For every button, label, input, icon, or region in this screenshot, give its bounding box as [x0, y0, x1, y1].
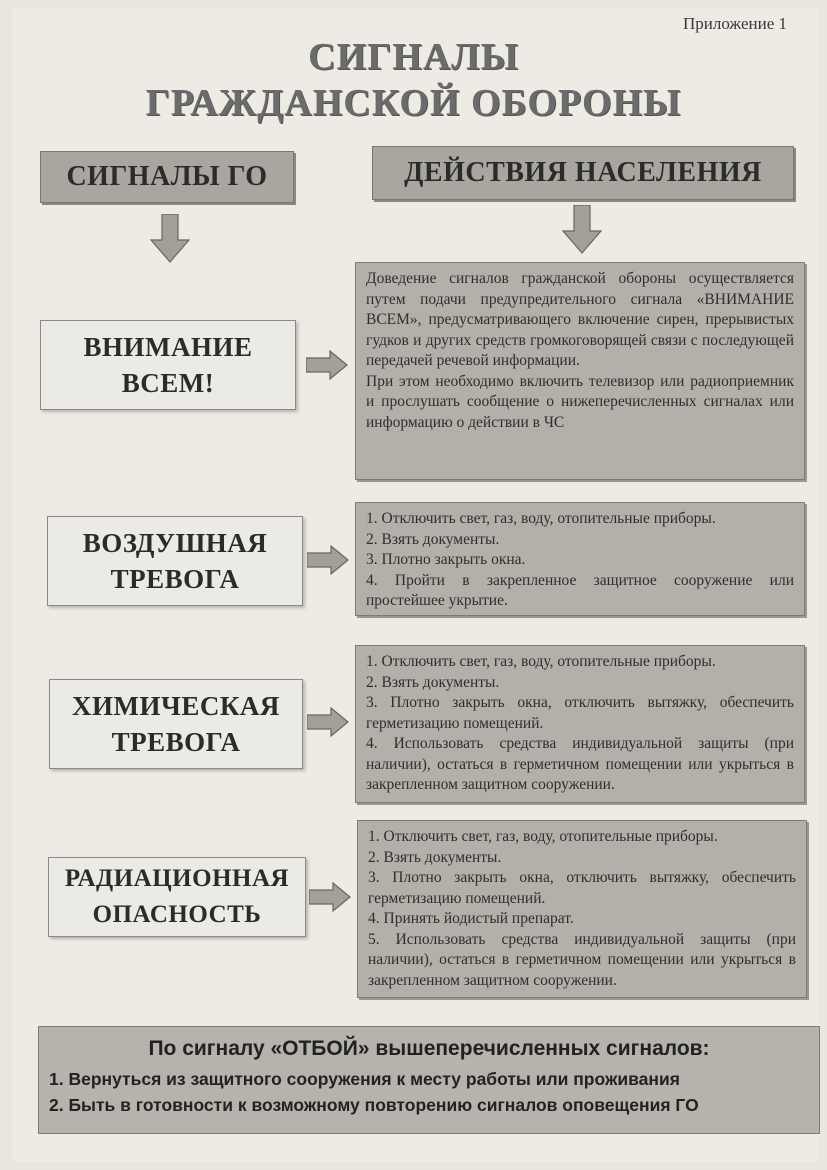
actions-chemical-alert — [355, 645, 805, 803]
signal-radiation-hazard — [48, 857, 306, 937]
action-item: 4. Принять йодистый препарат. — [368, 910, 574, 927]
action-paragraph: Доведение сигналов гражданской обороны осуществляется путем подачи предупредительного сигнала «ВНИМАНИЕ ВСЕМ», предусматривающего включение сирен, прерывистых гудков и других средств громкоговорящей связи с последующей передачей речевой информации. — [366, 270, 794, 369]
action-item: 3. Плотно закрыть окна. — [366, 551, 526, 568]
all-clear-title: По сигналу «ОТБОЙ» вышеперечисленных сигналов: — [148, 1037, 710, 1060]
right-arrow-icon — [307, 707, 349, 737]
right-arrow-icon — [306, 350, 348, 380]
signal-name-line1: РАДИАЦИОННАЯ — [64, 865, 290, 892]
signal-name-line1: ВОЗДУШНАЯ — [82, 528, 268, 558]
action-item: 2. Взять документы. — [366, 673, 500, 691]
all-clear-item: 2. Быть в готовности к возможному повторению сигналов оповещения ГО — [49, 1095, 699, 1115]
down-arrow-icon — [562, 205, 602, 255]
right-arrow-icon — [309, 882, 351, 912]
signal-air-raid — [47, 516, 303, 606]
signal-attention-all — [40, 320, 296, 410]
actions-air-raid — [355, 502, 805, 616]
signal-name-line1: ХИМИЧЕСКАЯ — [72, 691, 280, 721]
down-arrow-icon — [150, 214, 190, 264]
action-item: 4. Пройти в закрепленное защитное сооружение или простейшее укрытие. — [366, 571, 794, 609]
title-line-2: ГРАЖДАНСКОЙ ОБОРОНЫ — [145, 82, 682, 124]
action-item: 5. Использовать средства индивидуальной защиты (при наличии), остаться в герметичном помещении или укрыться в закрепленном защитном сооружении. — [368, 930, 796, 989]
actions-attention-all — [355, 262, 805, 480]
action-item: 1. Отключить свет, газ, воду, отопительные приборы. — [366, 510, 716, 527]
signal-name-line1: ВНИМАНИЕ — [83, 332, 253, 362]
signal-name-line2: ТРЕВОГА — [110, 564, 240, 594]
title-line-1: СИГНАЛЫ — [308, 36, 519, 78]
signal-name-line2: ТРЕВОГА — [111, 727, 241, 757]
action-paragraph: При этом необходимо включить телевизор или радиоприемник и прослушать сообщение о нижеперечисленных сигналах или информацию о действии в ЧС — [366, 372, 794, 431]
signal-name-line2: ВСЕМ! — [121, 368, 215, 398]
action-item: 1. Отключить свет, газ, воду, отопительные приборы. — [368, 828, 718, 845]
all-clear-panel — [38, 1026, 820, 1134]
signal-chemical-alert — [49, 679, 303, 769]
action-item: 3. Плотно закрыть окна, отключить вытяжку, обеспечить герметизацию помещений. — [368, 869, 796, 907]
signal-name-line2: ОПАСНОСТЬ — [92, 901, 262, 928]
appendix-label: Приложение 1 — [683, 14, 787, 33]
action-item: 4. Использовать средства индивидуальной защиты (при наличии), остаться в герметичном помещении или укрыться в закрепленном защитном сооружении. — [366, 735, 794, 793]
page-title — [0, 34, 827, 126]
actions-radiation-hazard — [357, 820, 807, 998]
signals-header: СИГНАЛЫ ГО — [40, 151, 294, 203]
all-clear-item: 1. Вернуться из защитного сооружения к месту работы или проживания — [49, 1069, 680, 1089]
right-arrow-icon — [307, 545, 349, 575]
action-item: 1. Отключить свет, газ, воду, отопительные приборы. — [366, 653, 716, 670]
actions-header: ДЕЙСТВИЯ НАСЕЛЕНИЯ — [372, 146, 794, 200]
action-item: 2. Взять документы. — [366, 530, 500, 548]
action-item: 3. Плотно закрыть окна, отключить вытяжку, обеспечить герметизацию помещений. — [366, 694, 794, 732]
action-item: 2. Взять документы. — [368, 848, 502, 866]
